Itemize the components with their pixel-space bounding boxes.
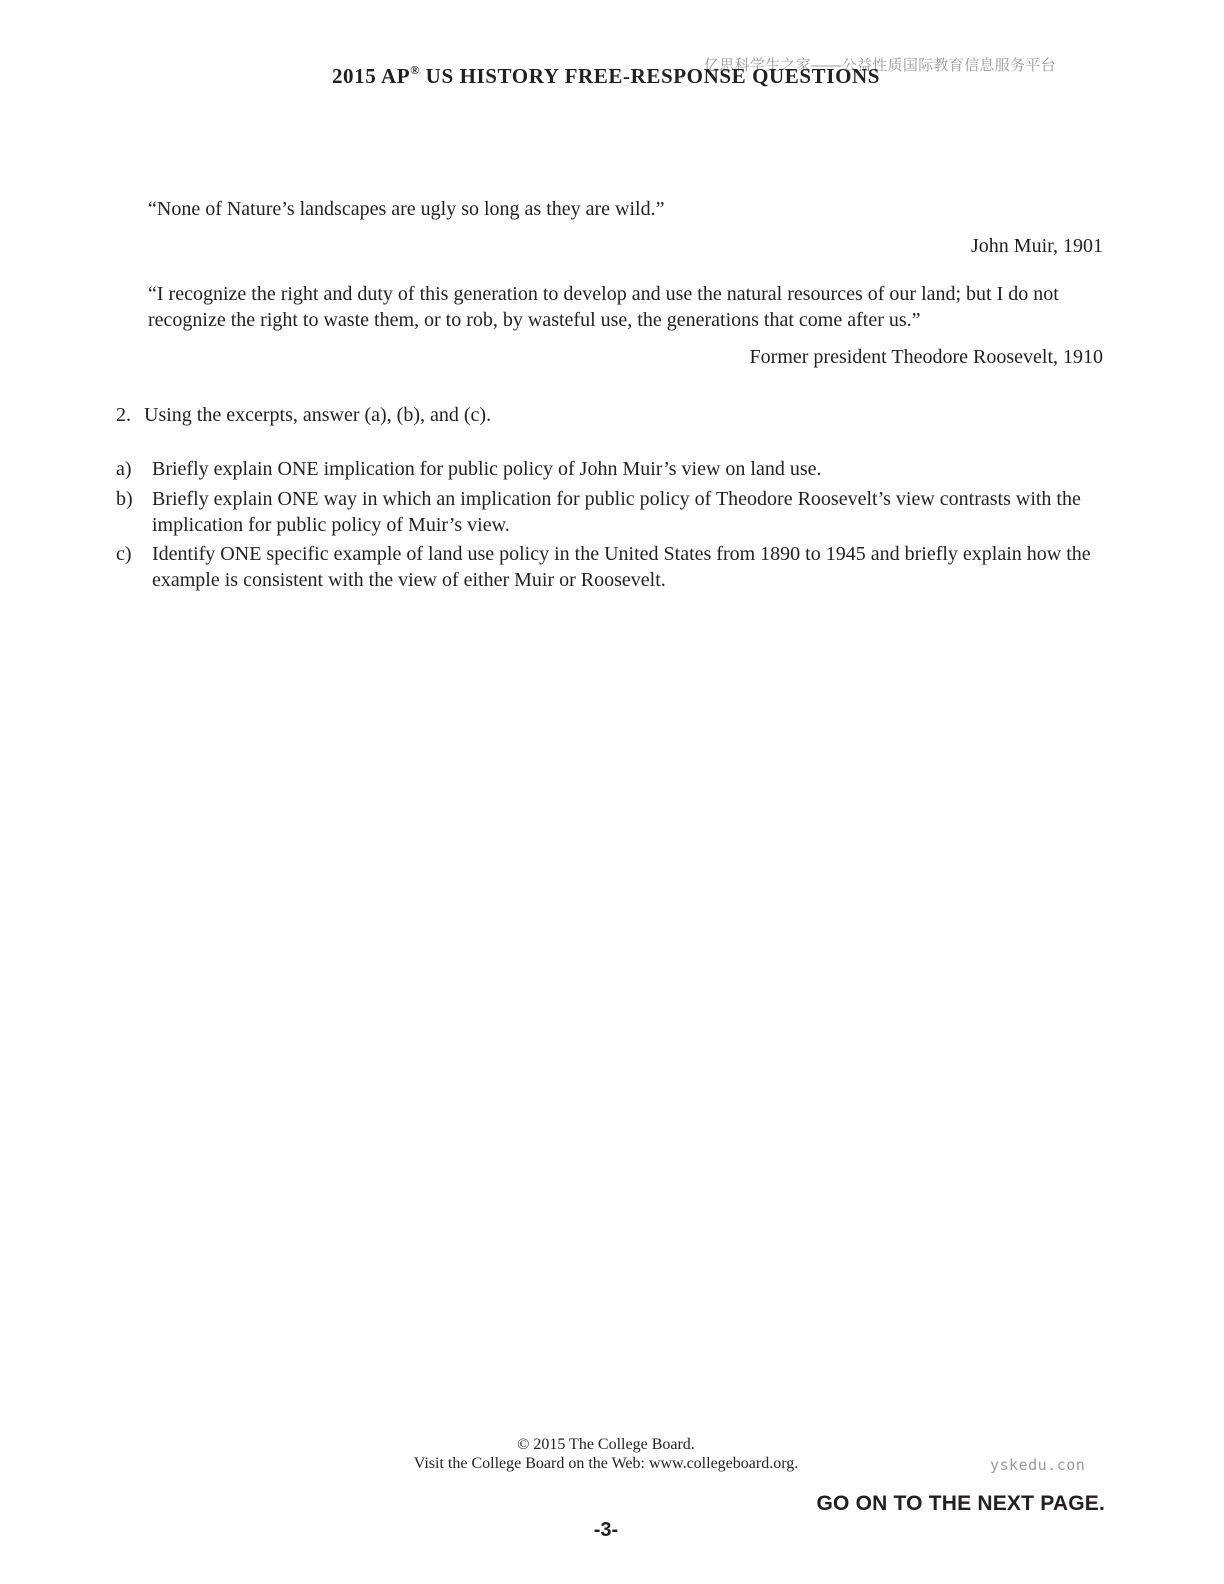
part-text: Briefly explain ONE implication for public policy of John Muir’s view on land use. [152, 458, 822, 480]
part-letter: b) [116, 488, 133, 510]
footer-copyright: © 2015 The College Board. [517, 1436, 695, 1453]
question-part-c [116, 541, 1106, 593]
part-letter: c) [116, 543, 132, 565]
footer-website: Visit the College Board on the Web: www.collegeboard.org. [413, 1455, 799, 1472]
excerpt-attribution-roosevelt: Former president Theodore Roosevelt, 1910 [749, 346, 1103, 368]
question-part-b [116, 486, 1106, 538]
question-part-a [116, 456, 1106, 482]
part-text: Identify ONE specific example of land use policy in the United States from 1890 to 1945 and briefly explain how the example is consistent with the view of either Muir or Roosevelt. [152, 543, 1091, 591]
part-text: Briefly explain ONE way in which an implication for public policy of Theodore Roosevelt’s view contrasts with the implication for public policy of Muir’s view. [152, 488, 1081, 536]
watermark-text: 亿思科学生之家——公益性质国际教育信息服务平台 [704, 57, 1056, 74]
registered-mark: ® [410, 63, 420, 77]
page-title-prefix: 2015 AP [331, 64, 411, 88]
page-number: -3- [593, 1519, 619, 1541]
excerpt-quote-muir: “None of Nature’s landscapes are ugly so long as they are wild.” [148, 198, 665, 220]
next-page-notice: GO ON TO THE NEXT PAGE. [816, 1492, 1105, 1515]
page-title [0, 63, 1212, 89]
question-prompt [116, 402, 491, 428]
excerpt-attribution-muir: John Muir, 1901 [971, 235, 1103, 257]
question-prompt-text: Using the excerpts, answer (a), (b), and (c). [144, 404, 492, 426]
question-number: 2. [116, 404, 131, 426]
page-title-suffix: US HISTORY FREE-RESPONSE QUESTIONS [419, 64, 881, 88]
excerpt-quote-roosevelt: “I recognize the right and duty of this generation to develop and use the natural resources of our land; but I do not recognize the right to waste them, or to rob, by wasteful use, the generations that come after us.” [148, 283, 1059, 331]
part-letter: a) [116, 458, 132, 480]
watermark-domain: yskedu.con [990, 1456, 1086, 1474]
